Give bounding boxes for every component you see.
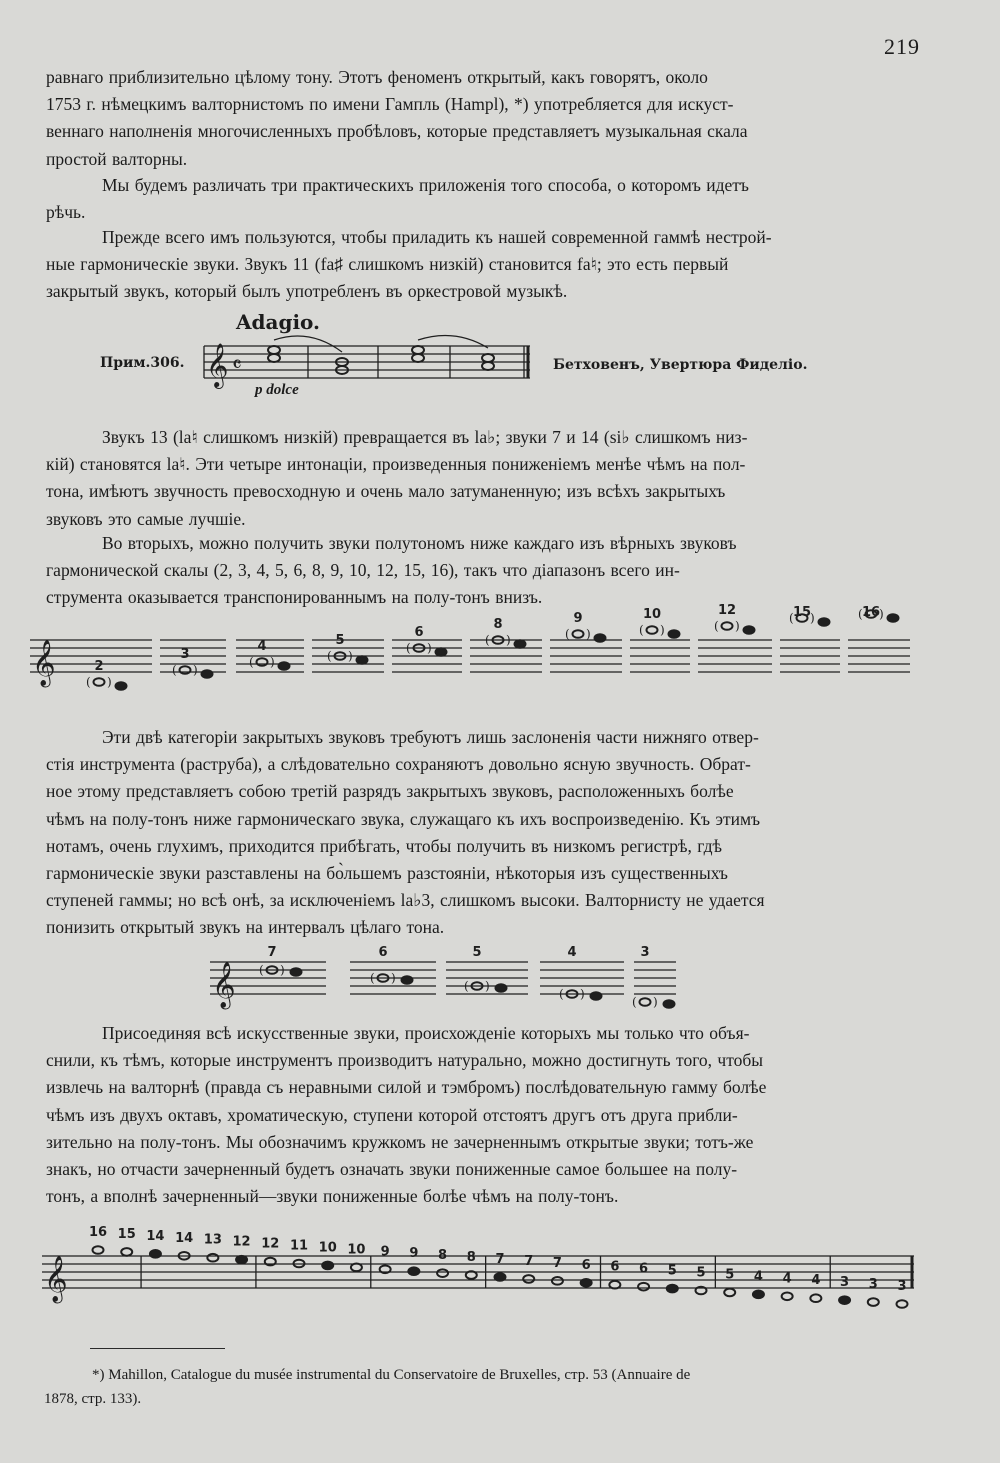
- note-head: [647, 626, 658, 634]
- common-time-icon: 𝄴: [232, 353, 242, 378]
- note-head: [640, 998, 651, 1006]
- harmonic-number: 11: [289, 1238, 309, 1254]
- text-line: Мы будемъ различать три практическихъ приложенія того способа, о которомъ идетъ: [102, 175, 749, 195]
- note-head: [591, 992, 602, 1000]
- harmonic-number: 5: [725, 1267, 735, 1283]
- harmonic-number: 16: [88, 1225, 108, 1240]
- harmonic-number: 5: [335, 633, 345, 648]
- note-head: [782, 1292, 793, 1300]
- harmonic-number: 6: [378, 945, 388, 960]
- note-head: [810, 1294, 821, 1302]
- paragraph: [46, 1020, 918, 1210]
- text-line: снили, къ тѣмъ, которые инструментъ производитъ натурально, можно достигнуть того, чтобы: [46, 1050, 764, 1071]
- parenthesis: (: [714, 619, 719, 633]
- harmonic-number: 12: [232, 1234, 251, 1250]
- parenthesis: ): [280, 963, 285, 977]
- note-head: [669, 630, 680, 638]
- text-line: рѣчь.: [46, 202, 86, 223]
- parenthesis: (: [559, 987, 564, 1001]
- harmonic-number: 6: [610, 1259, 620, 1275]
- harmonic-number: 3: [840, 1275, 850, 1291]
- text-line: нотамъ, очень глухимъ, приходится прибѣгать, чтобы получить въ низкомъ регистрѣ, гдѣ: [46, 835, 722, 856]
- note-head: [638, 1283, 649, 1291]
- text-line: чѣмъ на полу-тонъ ниже гармоническаго звука, служащаго къ ихъ воспроизведенію. Къ этимъ: [46, 808, 761, 829]
- harmonic-number: 7: [524, 1253, 534, 1269]
- music-example-row1-staff: [30, 604, 930, 696]
- harmonic-number: 3: [868, 1277, 878, 1293]
- text-line: гармоническіе звуки разставлены на бо̀льшемъ разстояніи, нѣкоторыя изъ существенныхъ: [46, 863, 728, 884]
- paragraph: [46, 172, 918, 226]
- note-head: [523, 1275, 534, 1283]
- paragraph: [46, 724, 918, 942]
- parenthesis: (: [485, 633, 490, 647]
- example-caption: Бетховенъ, Увертюра Фиделіо.: [553, 357, 808, 373]
- note-head: [839, 1296, 850, 1304]
- note-head: [724, 1289, 735, 1297]
- harmonic-number: 6: [639, 1261, 649, 1277]
- parenthesis: (: [858, 607, 863, 621]
- parenthesis: ): [193, 663, 198, 677]
- text-line: гармонической скалы (2, 3, 4, 5, 6, 8, 9, 10, 12, 15, 16), такъ что діапазонъ всего ин-: [46, 560, 680, 581]
- parenthesis: (: [789, 611, 794, 625]
- text-line: 1753 г. нѣмецкимъ валторнистомъ по имени Гампль (Hampl), *) употребляется для искуст-: [46, 94, 734, 115]
- parenthesis: (: [639, 623, 644, 637]
- note-head: [150, 1250, 161, 1258]
- harmonic-number: 14: [146, 1228, 165, 1244]
- parenthesis: (: [259, 963, 264, 977]
- note-head: [495, 1273, 506, 1281]
- parenthesis: (: [86, 675, 91, 689]
- harmonic-number: 7: [267, 945, 277, 960]
- parenthesis: ): [660, 623, 665, 637]
- text-line: равнаго приблизительно цѣлому тону. Этотъ феноменъ открытый, какъ говорятъ, около: [46, 67, 708, 87]
- example-label: Прим.306.: [100, 355, 185, 371]
- dynamic-marking: p dolce: [255, 382, 299, 398]
- text-line: закрытый звукъ, который былъ употребленъ въ оркестровой музыкѣ.: [46, 281, 568, 302]
- parenthesis: (: [327, 649, 332, 663]
- parenthesis: (: [406, 641, 411, 655]
- text-line: зительно на полу-тонъ. Мы обозначимъ кружкомъ не зачерненнымъ открытые звуки; тотъ-же: [46, 1131, 754, 1152]
- text-line: простой валторны.: [46, 148, 188, 169]
- parenthesis: ): [586, 627, 591, 641]
- harmonic-number: 4: [257, 639, 267, 654]
- harmonic-number: 6: [414, 625, 424, 640]
- note-head: [121, 1248, 132, 1256]
- text-line: чѣмъ изъ двухъ октавъ, хроматическую, ступени которой отстоятъ другъ отъ друга прибли-: [46, 1104, 738, 1125]
- parenthesis: ): [810, 611, 815, 625]
- parenthesis: ): [391, 971, 396, 985]
- note-head: [202, 670, 213, 678]
- note-head: [180, 666, 191, 674]
- parenthesis: ): [879, 607, 884, 621]
- note-head: [437, 1269, 448, 1277]
- note-head: [436, 648, 447, 656]
- parenthesis: ): [107, 675, 112, 689]
- note-head: [279, 662, 290, 670]
- text-line: ные гармоническіе звуки. Звукъ 11 (fa♯ слишкомъ низкій) становится fa♮; это есть первый: [46, 254, 729, 275]
- parenthesis: (: [565, 627, 570, 641]
- parenthesis: ): [348, 649, 353, 663]
- parenthesis: ): [580, 987, 585, 1001]
- harmonic-number: 14: [175, 1230, 194, 1246]
- treble-clef-icon: 𝄞: [32, 640, 56, 686]
- note-head: [116, 682, 127, 690]
- harmonic-number: 7: [552, 1255, 562, 1271]
- note-head: [257, 658, 268, 666]
- note-head: [496, 984, 507, 992]
- text-line: извлечь на валторнѣ (правда съ неравными силой и тэмбромъ) послѣдовательную гамму болѣе: [46, 1077, 767, 1098]
- harmonic-number: 8: [493, 617, 503, 632]
- text-line: тона, имѣютъ звучность превосходную и очень мало затуманенную; изъ всѣхъ закрытыхъ: [46, 481, 726, 502]
- note-head: [351, 1264, 362, 1272]
- note-head: [595, 634, 606, 642]
- harmonic-number: 8: [466, 1250, 476, 1266]
- footnote-divider: [90, 1348, 225, 1349]
- note-head: [744, 626, 755, 634]
- parenthesis: ): [270, 655, 275, 669]
- text-line: струмента оказывается транспонированнымъ на полу-тонъ внизъ.: [46, 587, 543, 608]
- note-head: [207, 1254, 218, 1262]
- note-head: [722, 622, 733, 630]
- note-head: [753, 1291, 764, 1299]
- text-line: Во вторыхъ, можно получить звуки полутономъ ниже каждаго изъ вѣрныхъ звуковъ: [102, 533, 737, 553]
- music-example-row3-staff: [42, 1220, 922, 1320]
- parenthesis: ): [427, 641, 432, 655]
- parenthesis: ): [485, 979, 490, 993]
- harmonic-number: 3: [180, 647, 190, 662]
- treble-clef-icon: 𝄞: [212, 962, 236, 1008]
- harmonic-number: 15: [792, 605, 812, 620]
- text-line: стія инструмента (раструба), а слѣдовательно сохраняютъ довольно ясную звучность. Обрат-: [46, 754, 751, 775]
- parenthesis: (: [632, 995, 637, 1009]
- music-example-306-staff: [200, 332, 540, 392]
- page-number: 219: [884, 34, 920, 59]
- note-head: [93, 1246, 104, 1254]
- harmonic-number: 15: [117, 1226, 136, 1242]
- harmonic-number: 5: [696, 1265, 706, 1281]
- harmonic-number: 10: [347, 1242, 366, 1258]
- text-line: ступеней гаммы; но всѣ онѣ, за исключеніемъ la♭3, слишкомъ высоки. Валторнисту не удается: [46, 890, 765, 911]
- note-head: [667, 1285, 678, 1293]
- text-line: Звукъ 13 (la♮ слишкомъ низкій) превращается въ la♭; звуки 7 и 14 (si♭ слишкомъ низ-: [102, 427, 748, 447]
- note-head: [357, 656, 368, 664]
- paragraph: [46, 530, 918, 612]
- note-head: [581, 1279, 592, 1287]
- note-head: [552, 1277, 563, 1285]
- text-line: Прежде всего имъ пользуются, чтобы приладить къ нашей современной гаммѣ нестрой-: [102, 227, 772, 247]
- harmonic-number: 6: [581, 1257, 591, 1273]
- note-head: [573, 630, 584, 638]
- text-line: знакъ, но отчасти зачерненный будетъ означать звуки пониженные самое большее на полу-: [46, 1159, 738, 1180]
- paragraph: [46, 224, 918, 306]
- harmonic-number: 4: [753, 1269, 763, 1285]
- footnote: [44, 1363, 924, 1411]
- harmonic-number: 2: [94, 659, 104, 674]
- note-head: [94, 678, 105, 686]
- parenthesis: (: [249, 655, 254, 669]
- harmonic-number: 4: [811, 1273, 821, 1289]
- text-line: Присоединяя всѣ искусственные звуки, происхожденіе которыхъ мы только что объя-: [102, 1023, 750, 1043]
- harmonic-number: 5: [667, 1263, 677, 1279]
- note-head: [664, 1000, 675, 1008]
- harmonic-number: 9: [380, 1244, 390, 1260]
- note-head: [609, 1281, 620, 1289]
- harmonic-number: 8: [438, 1248, 448, 1264]
- treble-clef-icon: 𝄞: [206, 343, 229, 387]
- text-line: ное этому представляетъ собою третій разрядъ закрытыхъ звуковъ, расположенныхъ болѣе: [46, 781, 734, 802]
- harmonic-number: 3: [897, 1279, 907, 1294]
- harmonic-number: 9: [409, 1246, 419, 1262]
- note-head: [322, 1262, 333, 1270]
- harmonic-number: 4: [567, 945, 577, 960]
- music-example-row2-staff: [210, 940, 680, 1010]
- harmonic-number: 10: [318, 1240, 337, 1256]
- text-line: звуковъ это самые лучшіе.: [46, 508, 246, 529]
- note-head: [402, 976, 413, 984]
- footnote-line: 1878, стр. 133).: [44, 1391, 142, 1407]
- harmonic-number: 9: [573, 611, 583, 626]
- footnote-line: *) Mahillon, Catalogue du musée instrumental du Conservatoire de Bruxelles, стр. 53 (Annuaire de: [92, 1367, 691, 1383]
- text-line: веннаго наполненія многочисленныхъ пробѣловъ, которые представляетъ музыкальная скала: [46, 121, 748, 142]
- note-head: [888, 614, 899, 622]
- text-line: Эти двѣ категоріи закрытыхъ звуковъ требуютъ лишь заслоненія части нижняго отвер-: [102, 727, 759, 747]
- text-line: понизить открытый звукъ на интервалъ цѣлаго тона.: [46, 917, 445, 938]
- text-line: кій) становятся la♮. Эти четыре интонаціи, произведенныя пониженіемъ менѣе чѣмъ на пол-: [46, 454, 746, 475]
- harmonic-number: 16: [861, 605, 881, 620]
- tempo-marking: Adagio.: [236, 310, 320, 334]
- note-head: [408, 1267, 419, 1275]
- harmonic-number: 13: [203, 1232, 222, 1248]
- harmonic-number: 7: [495, 1252, 505, 1267]
- harmonic-number: 10: [642, 607, 662, 622]
- note-head: [515, 640, 526, 648]
- text-line: тонъ, а вполнѣ зачерненный—звуки пониженные болѣе чѣмъ на полу-тонъ.: [46, 1186, 619, 1207]
- note-head: [897, 1300, 908, 1308]
- note-head: [291, 968, 302, 976]
- harmonic-number: 5: [472, 945, 482, 960]
- note-head: [236, 1256, 247, 1264]
- note-head: [819, 618, 830, 626]
- parenthesis: (: [172, 663, 177, 677]
- paragraph: [46, 424, 918, 533]
- treble-clef-icon: 𝄞: [44, 1256, 68, 1302]
- note-head: [868, 1298, 879, 1306]
- parenthesis: ): [735, 619, 740, 633]
- parenthesis: ): [506, 633, 511, 647]
- harmonic-number: 3: [640, 945, 650, 960]
- harmonic-number: 12: [261, 1236, 280, 1252]
- harmonic-number: 12: [717, 604, 737, 618]
- paragraph: [46, 64, 918, 173]
- parenthesis: (: [464, 979, 469, 993]
- harmonic-number: 4: [782, 1271, 792, 1287]
- parenthesis: (: [370, 971, 375, 985]
- parenthesis: ): [653, 995, 658, 1009]
